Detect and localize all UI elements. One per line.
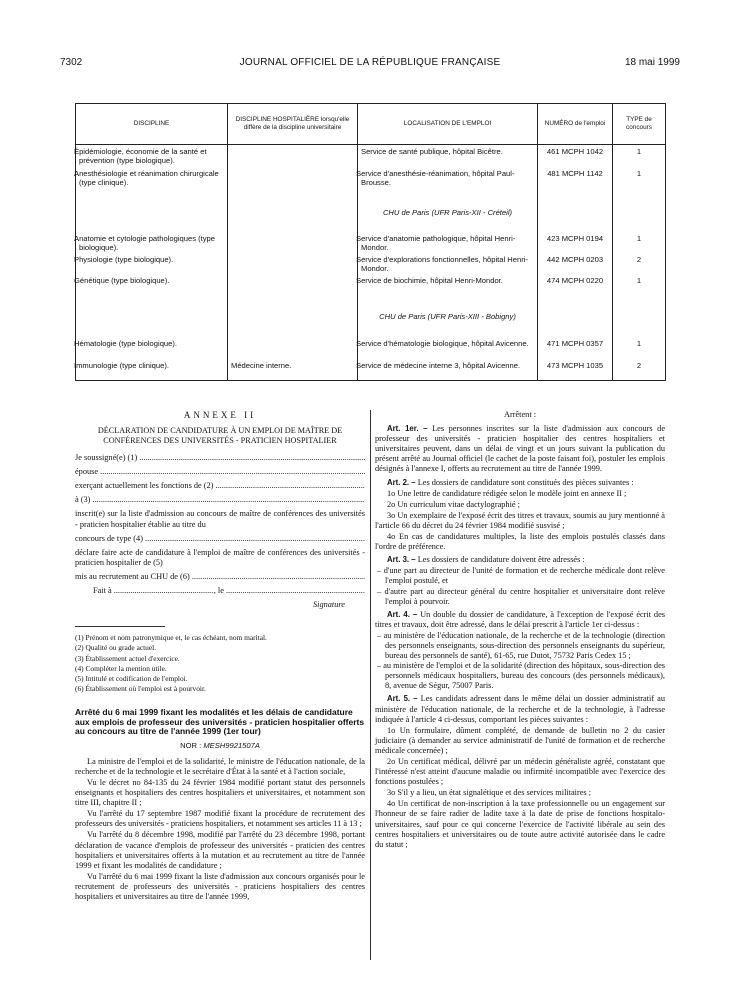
right-column — [375, 410, 665, 851]
paragraph: Vu le décret no 84-135 du 24 février 1984 modifié portant statut des personnels enseignants et hospitaliers des centres hospitaliers et universitaires, et notamment son titre III, chapitre II ; — [75, 777, 365, 808]
cell-type: 1 — [613, 169, 666, 194]
cell-type: 1 — [613, 339, 666, 361]
left-column — [75, 410, 365, 903]
paragraph: Vu l'arrêté du 17 septembre 1987 modifié fixant la procédure de recrutement des professeurs des universités - praticiens hospitaliers, et notamment ses articles 11 à 13 ; — [75, 809, 365, 829]
list-item: – d'autre part au directeur général du centre hospitalier et universitaire dont relève l'emploi à pourvoir. — [377, 586, 665, 606]
cell-loc: Service de santé publique, hôpital Bicêtre. — [358, 145, 538, 169]
table-row — [76, 339, 666, 361]
table-header-row — [76, 104, 666, 145]
cell-num: 442 MCPH 0203 — [538, 255, 613, 276]
cell-num: 461 MCPH 1042 — [538, 145, 613, 169]
declaration-title: DÉCLARATION DE CANDIDATURE À UN EMPLOI DE MAÎTRE DE CONFÉRENCES DES UNIVERSITÉS - PRATICIEN HOSPITALIER — [97, 426, 343, 446]
article-2: Art. 2. – Les dossiers de candidature sont constitués des pièces suivantes : — [387, 477, 634, 487]
nor-code: MESH9921507A — [203, 740, 260, 750]
fait-a-line: Fait à ..... , le ..... — [75, 586, 365, 596]
footnote: (2) Qualité ou grade actuel. — [75, 643, 157, 653]
footnote: (6) Établissement où l'emploi est à pourvoir. — [75, 684, 206, 694]
cell-num: 473 MCPH 1035 — [538, 361, 613, 381]
footnote-rule — [75, 626, 165, 627]
cell-num: 423 MCPH 0194 — [538, 234, 613, 255]
cell-hosp — [228, 145, 358, 169]
arretent-heading: Arrêtent : — [503, 410, 537, 419]
footnote: (4) Compléter la mention utile. — [75, 663, 167, 673]
page-number: 7302 — [60, 57, 83, 68]
table-center-row — [76, 194, 666, 234]
cell-loc: Service d'explorations fonctionnelles, hôpital Henri-Mondor. — [358, 255, 538, 276]
article-3: Art. 3. – Les dossiers de candidature doivent être adressés : — [387, 555, 585, 565]
declare-text: déclare faire acte de candidature à l'emploi de maître de conférences des universités - praticien hospitalier de (5) — [75, 547, 365, 567]
footnote: (1) Prénom et nom patronymique et, le cas échéant, nom marital. — [75, 633, 267, 643]
footnote: (5) Intitulé et codification de l'emploi. — [75, 674, 188, 684]
col-localisation: LOCALISATION DE L'EMPLOI — [358, 104, 538, 145]
table-center-row — [76, 297, 666, 339]
cell-type: 1 — [613, 145, 666, 169]
arrete-title: Arrêté du 6 mai 1999 fixant les modalités et les délais de candidature aux emplois de professeur des universités - praticien hospitalier offerts au concours au titre de l'année 1999 (1er tour) — [75, 707, 365, 737]
list-item: 1o Un formulaire, dûment complété, de demande de bulletin no 2 du casier judiciaire (à demander au service administratif de l'unité de formation et de recherche médicale concernée) ; — [375, 725, 665, 755]
cell-loc: Service de médecine interne 3, hôpital Avicenne. — [358, 361, 538, 381]
cell-hosp — [228, 276, 358, 297]
page-header — [60, 57, 680, 71]
cell-discipline: Génétique (type biologique). — [76, 276, 228, 297]
cell-hosp — [228, 339, 358, 361]
paragraph: Vu l'arrêté du 8 décembre 1998, modifié par l'arrêté du 23 décembre 1998, portant déclaration de vacance d'emplois de professeur des universités - praticien des centres hospitaliers et universitaires offerts à la mutation et au recrutement au titre de l'année 1999 et fixant les modalités de candidature ; — [75, 830, 365, 870]
list-item: 2o Un certificat médical, délivré par un médecin généraliste agréé, constatant que l'intéressé n'est atteint d'aucune maladie ou infirmité incompatible avec l'exercice des fonctions postulées ; — [375, 757, 665, 787]
annexe-title: ANNEXE II — [183, 410, 257, 420]
cell-type: 1 — [613, 234, 666, 255]
cell-hosp: Médecine interne. — [228, 361, 358, 381]
col-type: TYPE de concours — [613, 104, 666, 145]
signature-label: Signature — [313, 600, 345, 610]
form-line: mis au recrutement au CHU de (6) ..... — [75, 572, 365, 582]
article-1: Art. 1er. – Les personnes inscrites sur la liste d'admission aux concours de professeur des universités - praticien hospitalier des centres hospitaliers et universitaires peuvent, dans un délai de vingt et un jours suivant la publication du présent arrêté au Journal officiel (le cachet de la poste faisant foi), postuler les emplois désignés à l'annexe I, offerts au recrutement au titre de l'année 1999. — [375, 424, 666, 474]
cell-loc: Service d'anatomie pathologique, hôpital Henri-Mondor. — [358, 234, 538, 255]
col-numero: NUMÉRO de l'emploi — [538, 104, 613, 145]
column-divider — [370, 410, 371, 960]
cell-type: 1 — [613, 276, 666, 297]
cell-discipline: Anesthésiologie et réanimation chirurgicale (type clinique). — [76, 169, 228, 194]
list-item: 4o Un certificat de non-inscription à la taxe professionnelle ou un engagement sur l'honneur de se faire radier de ladite taxe à la date de prise de fonctions hospitalo-universitaires, sauf pour ce qui concerne l'exercice de l'activité libérale au sein des centres hospitaliers et universitaires ou de toute autre activité autorisée dans le cadre du statut ; — [375, 799, 665, 849]
cell-discipline: Épidémiologie, économie de la santé et prévention (type biologique). — [76, 145, 228, 169]
cell-discipline: Anatomie et cytologie pathologiques (type biologique). — [76, 234, 228, 255]
list-item: – au ministère de l'emploi et de la solidarité (direction des hôpitaux, sous-direction des personnels médicaux hospitaliers, bureau des concours (des personnels médicaux), 8, avenue de Ségur, 75007 Paris. — [377, 661, 665, 691]
list-item: – au ministère de l'éducation nationale, de la recherche et de la technologie (direction des personnels enseignants, sous-direction des personnels enseignants du supérieur, bureau des personnels de santé), 61-65, rue Dutot, 75732 Paris Cedex 15 ; — [377, 630, 665, 661]
table-row — [76, 145, 666, 169]
positions-table — [75, 103, 666, 381]
paragraph: La ministre de l'emploi et de la solidarité, le ministre de l'éducation nationale, de la recherche et de la technologie et le secrétaire d'État à la santé et à l'action sociale, — [75, 756, 365, 776]
form-line: concours de type (4) ..... — [75, 534, 365, 544]
cell-hosp — [228, 169, 358, 194]
list-item: 1o Une lettre de candidature rédigée selon le modèle joint en annexe II ; — [387, 488, 627, 498]
inscrit-text: inscrit(e) sur la liste d'admission au concours de maître de conférences des universités - praticien hospitalier établie au titre du — [75, 509, 365, 529]
cell-num: 471 MCPH 0357 — [538, 339, 613, 361]
col-discipline: DISCIPLINE — [76, 104, 228, 145]
table-row — [76, 276, 666, 297]
form-line: à (3) ..... — [75, 495, 365, 505]
cell-type: 2 — [613, 361, 666, 381]
cell-num: 474 MCPH 0220 — [538, 276, 613, 297]
footnote: (3) Établissement actuel d'exercice. — [75, 653, 180, 663]
list-item: 4o En cas de candidatures multiples, la liste des emplois postulés classés dans l'ordre de préférence. — [375, 532, 665, 552]
cell-loc: Service d'hématologie biologique, hôpital Avicenne. — [358, 339, 538, 361]
form-line: exerçant actuellement les fonctions de (2) ..... — [75, 481, 365, 491]
nor-line: NOR : MESH9921507A — [180, 740, 260, 750]
list-item: 3o S'il y a lieu, un état signalétique et des services militaires ; — [387, 788, 592, 798]
cell-loc: Service d'anesthésie-réanimation, hôpital Paul-Brousse. — [358, 169, 538, 194]
form-line: Je soussigné(e) (1) ..... — [75, 453, 365, 463]
cell-discipline: Physiologie (type biologique). — [76, 255, 228, 276]
table-row — [76, 255, 666, 276]
cell-num: 481 MCPH 1142 — [538, 169, 613, 194]
list-item: 2o Un curriculum vitae dactylographié ; — [387, 499, 520, 509]
cell-hosp — [228, 255, 358, 276]
publication-date: 18 mai 1999 — [624, 57, 680, 68]
article-5: Art. 5. – Les candidats adressent dans le même délai un dossier administratif au ministère de l'éducation nationale, de la recherche et de la technologie, à l'adresse indiquée à l'article 4 ci-dessus, comportant les pièces suivantes : — [375, 694, 666, 724]
cell-hosp — [228, 234, 358, 255]
article-4: Art. 4. – Un double du dossier de candidature, à l'exception de l'exposé écrit des titres et travaux, doit être adressé, dans le délai prescrit à l'article 1er ci-dessus : — [375, 609, 665, 629]
table-row — [76, 234, 666, 255]
table-row — [76, 361, 666, 381]
cell-discipline: Hématologie (type biologique). — [76, 339, 228, 361]
journal-title: JOURNAL OFFICIEL DE LA RÉPUBLIQUE FRANÇAISE — [239, 57, 501, 68]
cell-loc: Service de biochimie, hôpital Henri-Mondor. — [358, 276, 538, 297]
list-item: 3o Un exemplaire de l'exposé écrit des titres et travaux, soumis au jury mentionné à l'article 66 du décret du 24 février 1984 modifié susvisé ; — [375, 510, 665, 530]
cell-discipline: Immunologie (type clinique). — [76, 361, 228, 381]
cell-type: 2 — [613, 255, 666, 276]
table-row — [76, 169, 666, 194]
list-item: – d'une part au directeur de l'unité de formation et de recherche médicale dont relève l'emploi postulé, et — [377, 566, 665, 586]
form-line: épouse ..... — [75, 467, 365, 477]
cell-center: CHU de Paris (UFR Paris-XIII - Bobigny) — [358, 297, 538, 339]
col-discipline-hospitaliere: DISCIPLINE HOSPITALIÈRE lorsqu'elle diffère de la discipline universitaire — [228, 104, 358, 145]
paragraph: Vu l'arrêté du 6 mai 1999 fixant la liste d'admission aux concours organisés pour le recrutement de professeurs des universités - praticiens hospitaliers des centres hospitaliers et universitaires au titre de l'année 1999, — [75, 871, 365, 901]
cell-center: CHU de Paris (UFR Paris-XII - Créteil) — [358, 194, 538, 234]
